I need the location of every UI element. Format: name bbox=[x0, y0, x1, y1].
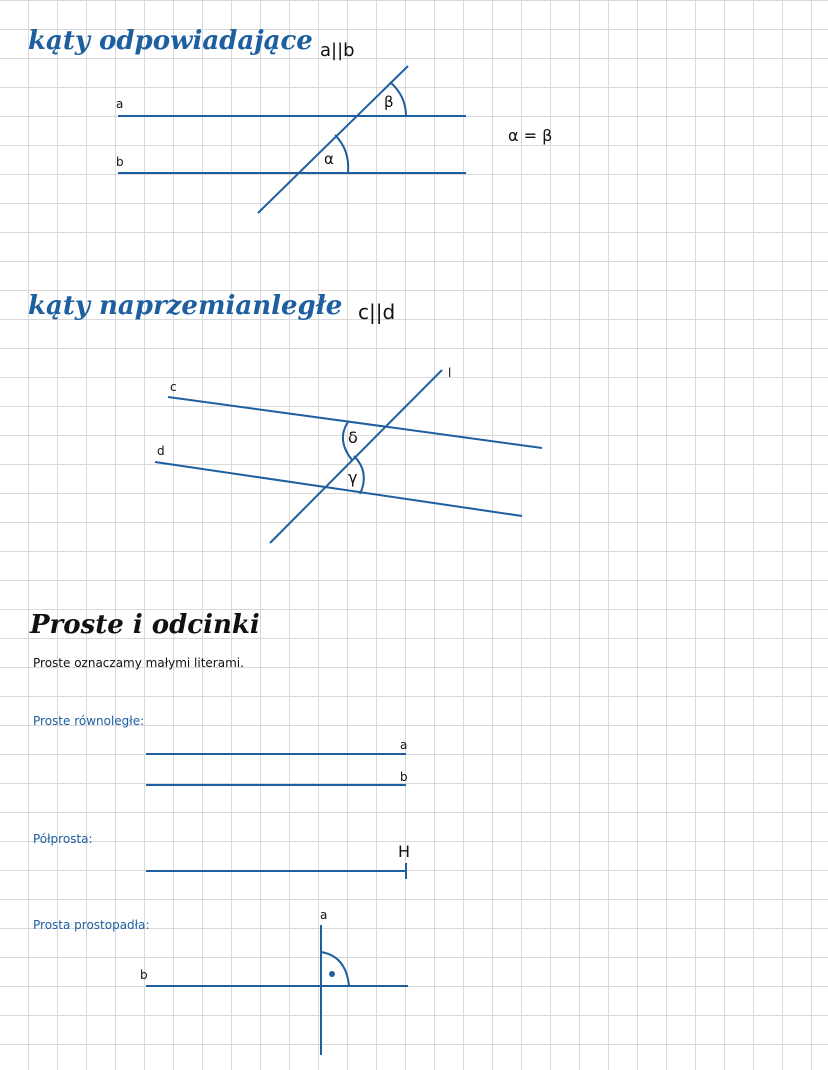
label-angle-gamma: γ bbox=[348, 468, 358, 487]
label-transversal-l: l bbox=[448, 366, 452, 380]
label-line-a: a bbox=[116, 97, 124, 111]
corresponding-angles-title: kąty odpowiadające bbox=[28, 26, 313, 56]
relation-a-parallel-b: a||b bbox=[320, 40, 355, 61]
perpendicular-label: Prosta prostopadła: bbox=[33, 918, 150, 932]
label-line-d: d bbox=[157, 444, 165, 458]
label-line-b: b bbox=[116, 155, 124, 169]
label-parallel-a: a bbox=[400, 738, 408, 752]
ray-label: Półprosta: bbox=[33, 832, 93, 846]
label-perpendicular-b: b bbox=[140, 968, 148, 982]
lines-naming-note: Proste oznaczamy małymi literami. bbox=[33, 656, 244, 670]
label-perpendicular-a: a bbox=[320, 908, 328, 922]
relation-c-parallel-d: c||d bbox=[358, 300, 396, 324]
label-ray-point-h: H bbox=[398, 842, 411, 861]
label-angle-alpha: α bbox=[324, 150, 334, 168]
right-angle-dot bbox=[329, 971, 335, 977]
lines-segments-title: Proste i odcinki bbox=[30, 610, 260, 640]
label-line-c: c bbox=[170, 380, 177, 394]
right-angle-arc bbox=[321, 952, 349, 986]
parallel-lines-label: Proste równoległe: bbox=[33, 714, 145, 728]
equation-alpha-equals-beta: α = β bbox=[508, 126, 553, 145]
alternate-angles-title: kąty naprzemianległe bbox=[28, 291, 343, 321]
label-parallel-b: b bbox=[400, 770, 408, 784]
label-angle-beta: β bbox=[384, 93, 394, 111]
label-angle-delta: δ bbox=[348, 428, 358, 447]
